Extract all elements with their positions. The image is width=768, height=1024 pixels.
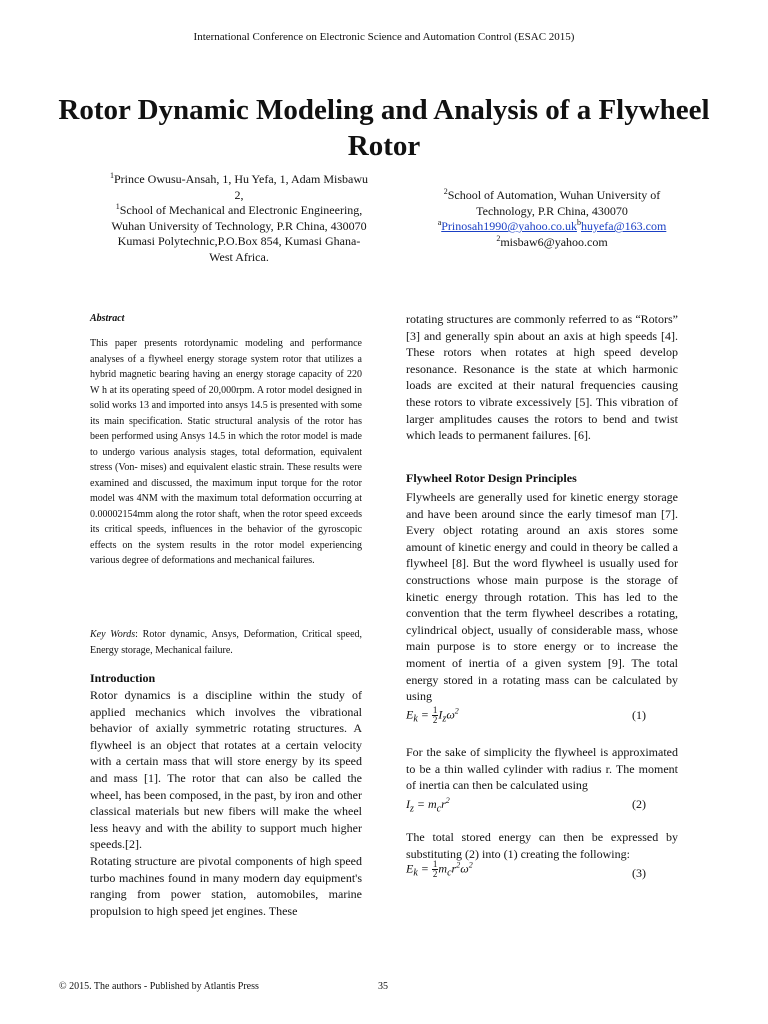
equation-2: $I_z = m_cr^2$ <box>406 796 450 815</box>
author-names: $^1$Prince Owusu-Ansah, 1, Hu Yefa, 1, Adam Misbawu 2, <box>110 171 368 202</box>
email-link-prinosah[interactable]: Prinosah1990@yahoo.co.uk <box>441 219 577 233</box>
rotors-paragraph: rotating structures are commonly referred to as “Rotors” [3] and generally spin about an axis at high speeds [4]. These rotors when rotates at high speed develop resonance. Resonance is the state at which harmonic loads are excited at their natural frequencies causing these rotors to vibrate excessively [5]. This vibration of larger amplitudes causes the rotors to bend and twist which leads to permanent failures. [6]. <box>406 312 678 443</box>
keywords <box>90 627 362 658</box>
thin-cylinder-paragraph: For the sake of simplicity the flywheel is approximated to be a thin walled cylinder with radius r. The moment of inertia can then be calculated using <box>406 745 678 793</box>
paper-title: Rotor Dynamic Modeling and Analysis of a Flywheel Rotor <box>58 94 710 162</box>
affiliation-wut-mechanical: $^1$School of Mechanical and Electronic Engineering, Wuhan University of Technology, P.R China, 430070 <box>111 202 367 233</box>
keywords-label: Key Words <box>90 629 136 640</box>
equation-1: $E_k$ = $\frac{1}{2}$ $I_z\omega^2$ <box>406 705 459 725</box>
conference-header: International Conference on Electronic Science and Automation Control (ESAC 2015) <box>193 31 575 43</box>
equation-3-number: (3) <box>632 866 646 880</box>
email-link-huyefa[interactable]: huyefa@163.com <box>580 219 667 233</box>
equation-1-number: (1) <box>632 708 646 722</box>
abstract-heading: Abstract <box>90 313 125 324</box>
equation-2-number: (2) <box>632 797 646 811</box>
introduction-body <box>90 687 362 919</box>
introduction-paragraph-2: Rotating structure are pivotal components of high speed turbo machines found in many modern day equipment's ranging from power station, automobiles, marine propulsion to high speed jet engines. These <box>90 853 362 918</box>
keywords-text: : Rotor dynamic, Ansys, Deformation, Critical speed, Energy storage, Mechanical failure. <box>90 629 363 656</box>
introduction-paragraph-1: Rotor dynamics is a discipline within the study of applied mechanics which involves the vibrational behavior of axially symmetric rotating structures. A flywheel is an object that rotates at a certain velocity with a certain mass that will store energy by its speed and mass [1]. The rotor that can also be called the wheel, has been composed, in the past, by iron and other classical materials but new fibers will make the wheel less heavy and with the ability to support much higher speeds.[2]. <box>90 688 362 852</box>
email-misbaw: $^2$misbaw6@yahoo.com <box>496 233 608 249</box>
page-number: 35 <box>378 981 388 992</box>
design-principles-body: Flywheels are generally used for kinetic energy storage and have been around since the early timesof man [7]. Every object rotating around an axis stores some amount of kinetic energy and could in theory be called a flywheel [8]. But the word flywheel is usually used for constructions whose main purpose is the storage of kinetic energy through rotation. This has led to the convention that the term flywheel describes a rotating, cylindrical object, usually of considerable mass, whose main purpose is to store energy or to increase the moment of inertia of a given system [9]. The total energy stored in a rotating mass can be calculated by using <box>406 490 678 704</box>
abstract-body: This paper presents rotordynamic modeling and performance analyses of a flywheel energy storage system rotor that utilizes a hybrid magnetic bearing having an energy storage capacity of 220 W h at its operating speed of 20,000rpm. A rotor model designed in solid works 13 and imported into ansys 14.5 is presented with some its main specification. Static structural analysis of the rotor has been performed using Ansys 14.5 in which the rotor model is made to undergo various analysis stages, total deformation, equivalent stress (Von- mises) and equivalent elastic strain. These results were examined and discussed, the maximum input torque for the rotor model was 4NM with the maximum total deformation occurring at 0.00002154mm along the rotor shaft, when the rotor speed exceeds its critical speeds, influences in the behavior of the gyroscopic effects on the system results in the rotor model experiencing various degree of deformations and mechanical failures. <box>90 338 362 566</box>
introduction-heading: Introduction <box>90 671 156 685</box>
affiliation-wut-automation: $^2$School of Automation, Wuhan University of Technology, P.R China, 430070 <box>443 187 661 218</box>
design-principles-heading: Flywheel Rotor Design Principles <box>406 471 577 485</box>
email-line: $^aPrinosah1990@yahoo.co.uk^bhuyefa@163.com$ <box>437 218 667 233</box>
footer-copyright: © 2015. The authors - Published by Atlantis Press <box>59 981 259 992</box>
equation-3: $E_k$ = $\frac{1}{2}$ $m_cr^2\omega^2$ <box>406 859 473 879</box>
author-affiliation-right <box>418 188 686 250</box>
author-affiliation-left <box>108 172 370 265</box>
total-energy-paragraph: The total stored energy can then be expressed by substituting (2) into (1) creating the following: <box>406 830 678 861</box>
affiliation-kumasi: Kumasi Polytechnic,P.O.Box 854, Kumasi Ghana- West Africa. <box>117 234 361 264</box>
